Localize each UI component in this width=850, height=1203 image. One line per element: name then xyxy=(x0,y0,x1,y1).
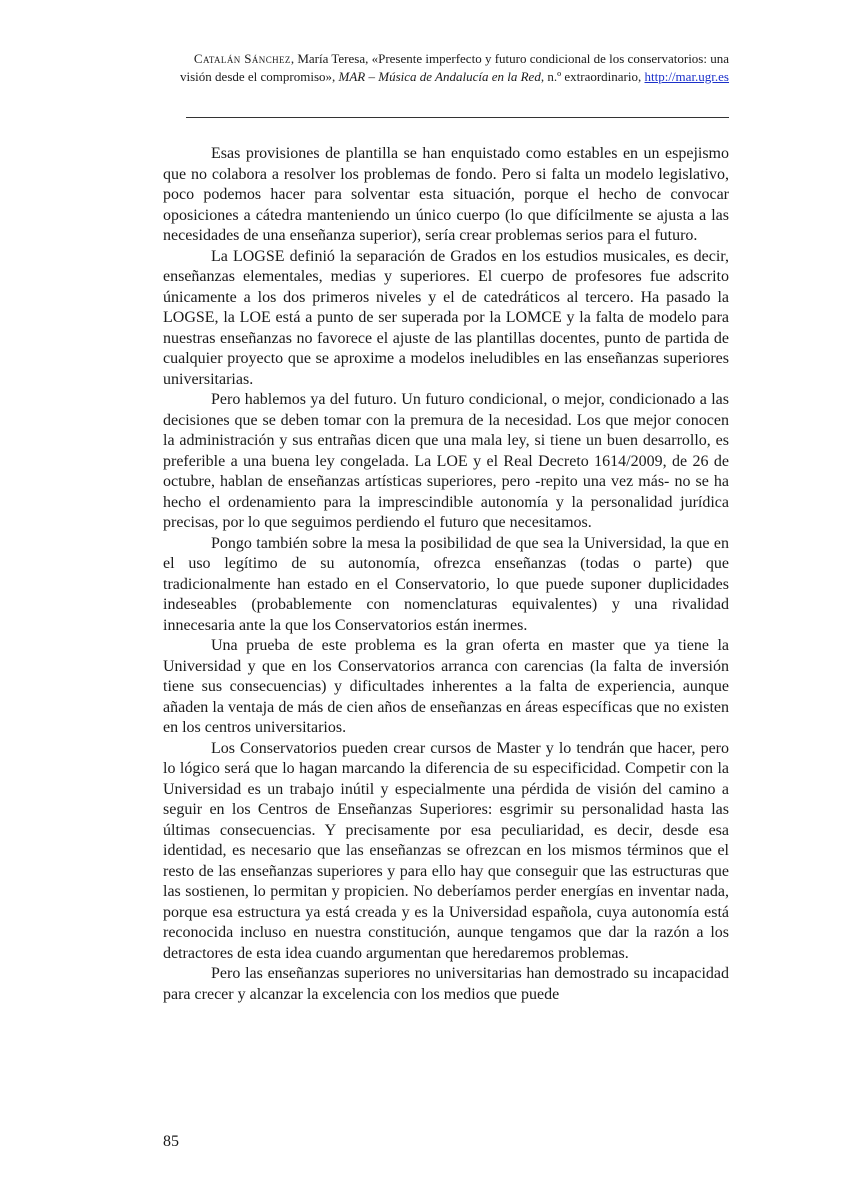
header-issue: , n.º extraordinario, xyxy=(540,68,645,84)
header-url-link[interactable]: http://mar.ugr.es xyxy=(644,68,729,84)
header-divider xyxy=(186,117,729,118)
header-author: Catalán Sánchez xyxy=(193,51,291,66)
header-article-title: , María Teresa, «Presente imperfecto y futuro condicional de los conservatorios: una visión desde el compromiso», xyxy=(180,51,729,84)
paragraph: Los Conservatorios pueden crear cursos de Master y lo tendrán que hacer, pero lo lógico será que lo hagan marcando la diferencia de su especificidad. Competir con la Universidad es un trabajo inútil y especialmente una pérdida de visión del camino a seguir en los Centros de Enseñanzas Superiores: esgrimir su personalidad hasta las últimas consecuencias. Y precisamente por esa peculiaridad, es decir, desde esa identidad, es necesario que las enseñanzas se ofrezcan en los mismos términos que el resto de las enseñanzas superiores y para ello hay que conseguir que las estructuras que las sostienen, lo permitan y propicien. No deberíamos perder energías en inventar nada, porque esa estructura ya está creada y es la Universidad española, cuya autonomía está reconocida incluso en nuestra constitución, aunque tengamos que dar la razón a los detractores de esta idea cuando argumentan que heredaremos problemas. xyxy=(163,739,729,962)
running-header xyxy=(160,50,729,85)
header-journal-name: MAR – Música de Andalucía en la Red xyxy=(338,68,541,84)
paragraph: Pero hablemos ya del futuro. Un futuro condicional, o mejor, condicionado a las decisiones que se deben tomar con la premura de la necesidad. Los que mejor conocen la administración y sus entrañas dicen que una mala ley, si tiene un buen desarrollo, es preferible a una buena ley congelada. La LOE y el Real Decreto 1614/2009, de 26 de octubre, hablan de enseñanzas artísticas superiores, pero -repito una vez más- no se ha hecho el ordenamiento para la imprescindible autonomía y la personalidad jurídica precisas, por lo que seguimos perdiendo el futuro que necesitamos. xyxy=(163,391,729,531)
paragraph: Una prueba de este problema es la gran oferta en master que ya tiene la Universidad y que en los Conservatorios arranca con carencias (la falta de inversión tiene sus consecuencias) y dificultades inherentes a la falta de experiencia, aunque añaden la ventaja de más de cien años de enseñanzas en áreas específicas que no existen en los centros universitarios. xyxy=(163,637,729,736)
article-body xyxy=(163,144,729,1005)
paragraph: Pero las enseñanzas superiores no universitarias han demostrado su incapacidad para crecer y alcanzar la excelencia con los medios que puede xyxy=(163,965,729,1003)
paragraph: Esas provisiones de plantilla se han enquistado como estables en un espejismo que no colabora a resolver los problemas de fondo. Pero si falta un modelo legislativo, poco podemos hacer para solventar esta situación, porque el hecho de convocar oposiciones a cátedra manteniendo un único cuerpo (lo que difícilmente se ajusta a las necesidades de una enseñanza superior), sería crear problemas serios para el futuro. xyxy=(163,145,729,244)
paragraph: Pongo también sobre la mesa la posibilidad de que sea la Universidad, la que en el uso legítimo de su autonomía, ofrezca enseñanzas (todas o parte) que tradicionalmente han estado en el Conservatorio, lo que puede suponer duplicidades indeseables (probablemente con nomenclaturas equivalentes) y una rivalidad innecesaria ante la que los Conservatorios están inermes. xyxy=(163,534,729,634)
paragraph: La LOGSE definió la separación de Grados en los estudios musicales, es decir, enseñanzas elementales, medias y superiores. El cuerpo de profesores fue adscrito únicamente a los dos primeros niveles y el de catedráticos al tercero. Ha pasado la LOGSE, la LOE está a punto de ser superada por la LOMCE y la falta de modelo para nuestras enseñanzas no favorece el ajuste de las plantillas docentes, punto de partida de cualquier proyecto que se aproxime a modelos ineludibles en las enseñanzas superiores universitarias. xyxy=(163,247,729,388)
page-number: 85 xyxy=(163,1133,179,1150)
